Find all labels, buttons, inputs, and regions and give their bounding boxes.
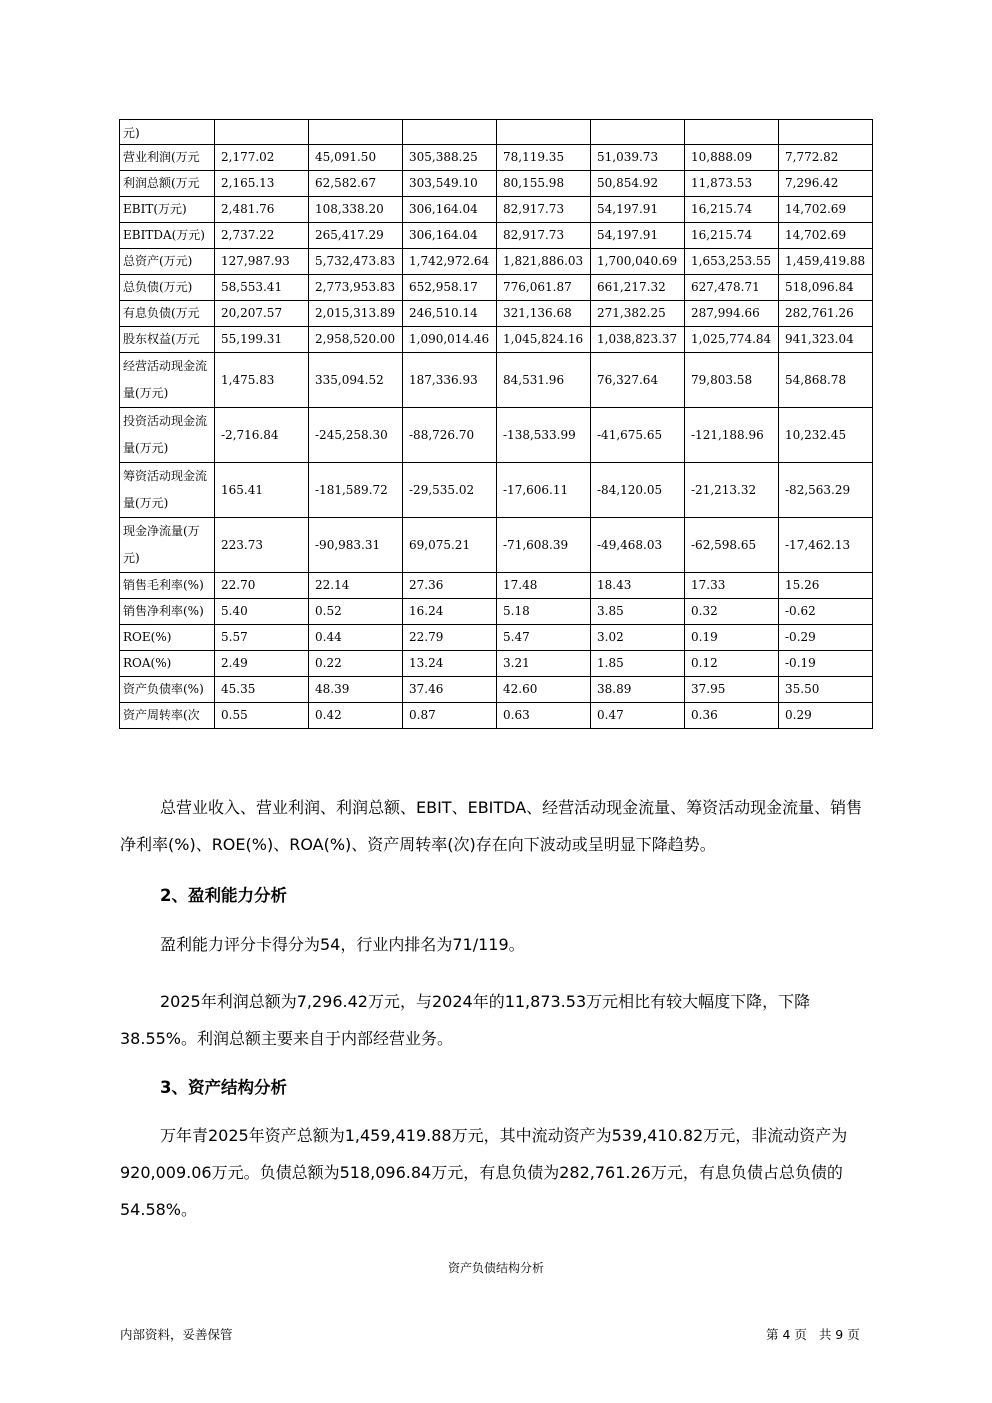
table-cell: 45,091.50	[309, 145, 403, 171]
table-cell: 17.33	[685, 573, 779, 599]
profit-total-text: 2025年利润总额为7,296.42万元，与2024年的11,873.53万元相比有较大幅度下降，下降38.55%。利润总额主要来自于内部经营业务。	[120, 992, 811, 1048]
table-cell: 82,917.73	[497, 223, 591, 249]
table-cell: 0.87	[403, 703, 497, 729]
table-row	[120, 625, 873, 651]
table-row	[120, 677, 873, 703]
row-label	[120, 223, 215, 249]
table-cell: -17,606.11	[497, 463, 591, 518]
table-cell: 7,772.82	[779, 145, 873, 171]
table-cell: 48.39	[309, 677, 403, 703]
table-cell: 0.63	[497, 703, 591, 729]
table-cell: 1,090,014.46	[403, 327, 497, 353]
table-cell: 5.57	[215, 625, 309, 651]
row-label-text: 总资产(万元)	[123, 254, 193, 269]
table-cell: 14,702.69	[779, 223, 873, 249]
row-label-text: EBIT(万元)	[123, 202, 187, 217]
table-cell: 11,873.53	[685, 171, 779, 197]
table-row	[120, 327, 873, 353]
table-cell: 27.36	[403, 573, 497, 599]
table-cell: -82,563.29	[779, 463, 873, 518]
table-cell: 69,075.21	[403, 518, 497, 573]
table-cell: 76,327.64	[591, 353, 685, 408]
table-cell: -84,120.05	[591, 463, 685, 518]
table-cell: 1,700,040.69	[591, 249, 685, 275]
table-row	[120, 353, 873, 408]
table-cell: 3.02	[591, 625, 685, 651]
table-cell: 282,761.26	[779, 301, 873, 327]
table-cell: -62,598.65	[685, 518, 779, 573]
row-label	[120, 249, 215, 275]
table-cell: 22.14	[309, 573, 403, 599]
table-cell: 2,958,520.00	[309, 327, 403, 353]
table-cell: 5.18	[497, 599, 591, 625]
table-cell: 16,215.74	[685, 223, 779, 249]
table-cell	[685, 120, 779, 145]
table-cell: 2,737.22	[215, 223, 309, 249]
table-cell: 0.52	[309, 599, 403, 625]
table-cell: 1,038,823.37	[591, 327, 685, 353]
table-cell: -49,468.03	[591, 518, 685, 573]
row-label-text: 有息负债(万元	[123, 306, 200, 321]
table-cell: 55,199.31	[215, 327, 309, 353]
table-cell: 2,481.76	[215, 197, 309, 223]
table-cell: 518,096.84	[779, 275, 873, 301]
table-cell: 0.22	[309, 651, 403, 677]
table-cell: 54,868.78	[779, 353, 873, 408]
table-cell: 2.49	[215, 651, 309, 677]
table-row	[120, 120, 873, 145]
row-label	[120, 651, 215, 677]
footer-page-number: 第 4 页 共 9 页	[766, 1327, 860, 1342]
table-row	[120, 651, 873, 677]
table-cell: 305,388.25	[403, 145, 497, 171]
table-cell: -29,535.02	[403, 463, 497, 518]
table-cell: 246,510.14	[403, 301, 497, 327]
table-cell	[591, 120, 685, 145]
table-cell: 54,197.91	[591, 197, 685, 223]
table-cell: 13.24	[403, 651, 497, 677]
table-cell: 321,136.68	[497, 301, 591, 327]
table-cell: 42.60	[497, 677, 591, 703]
row-label-text: 现金净流量(万元)	[123, 524, 200, 565]
row-label	[120, 408, 215, 463]
table-cell: -90,983.31	[309, 518, 403, 573]
table-cell: 306,164.04	[403, 223, 497, 249]
table-cell	[403, 120, 497, 145]
row-label	[120, 327, 215, 353]
row-label-text: ROE(%)	[123, 630, 172, 645]
table-row	[120, 408, 873, 463]
table-cell: 0.42	[309, 703, 403, 729]
table-cell: 35.50	[779, 677, 873, 703]
table-row	[120, 275, 873, 301]
table-cell: 306,164.04	[403, 197, 497, 223]
table-row	[120, 463, 873, 518]
table-cell: -245,258.30	[309, 408, 403, 463]
table-cell: 303,549.10	[403, 171, 497, 197]
table-cell: -17,462.13	[779, 518, 873, 573]
table-cell: 37.46	[403, 677, 497, 703]
table-cell: 2,773,953.83	[309, 275, 403, 301]
table-cell: -41,675.65	[591, 408, 685, 463]
table-row	[120, 573, 873, 599]
table-cell: 10,888.09	[685, 145, 779, 171]
table-cell: 287,994.66	[685, 301, 779, 327]
table-cell: 22.79	[403, 625, 497, 651]
table-cell: 1,742,972.64	[403, 249, 497, 275]
row-label-text: 利润总额(万元	[123, 176, 200, 191]
row-label-text: 营业利润(万元	[123, 150, 200, 165]
table-cell: 54,197.91	[591, 223, 685, 249]
table-cell: 627,478.71	[685, 275, 779, 301]
row-label-text: 筹资活动现金流量(万元)	[123, 469, 208, 510]
table-row	[120, 301, 873, 327]
table-cell: 0.32	[685, 599, 779, 625]
table-cell: 271,382.25	[591, 301, 685, 327]
table-cell: 7,296.42	[779, 171, 873, 197]
table-row	[120, 249, 873, 275]
row-label-text: 总负债(万元)	[123, 280, 193, 295]
trend-summary: 总营业收入、营业利润、利润总额、EBIT、EBITDA、经营活动现金流量、筹资活动现金流量、销售净利率(%)、ROE(%)、ROA(%)、资产周转率(次)存在向下波动或呈明显下降趋势。	[120, 798, 863, 854]
row-label	[120, 573, 215, 599]
table-cell: 14,702.69	[779, 197, 873, 223]
table-cell: 187,336.93	[403, 353, 497, 408]
profitability-score-text: 盈利能力评分卡得分为54，行业内排名为71/119。	[160, 935, 525, 954]
table-cell: 37.95	[685, 677, 779, 703]
row-label	[120, 518, 215, 573]
table-cell: 165.41	[215, 463, 309, 518]
row-label	[120, 145, 215, 171]
table-cell: 335,094.52	[309, 353, 403, 408]
table-cell: 5.47	[497, 625, 591, 651]
row-label	[120, 275, 215, 301]
table-cell	[215, 120, 309, 145]
table-row	[120, 599, 873, 625]
row-label-text: 经营活动现金流量(万元)	[123, 359, 208, 400]
table-cell: 84,531.96	[497, 353, 591, 408]
row-label-text: 销售毛利率(%)	[123, 578, 204, 593]
section-2-heading: 2、盈利能力分析	[160, 886, 287, 905]
table-row	[120, 223, 873, 249]
table-cell: 15.26	[779, 573, 873, 599]
financial-table	[119, 119, 873, 729]
table-cell: 18.43	[591, 573, 685, 599]
table-cell	[779, 120, 873, 145]
table-cell: 1,459,419.88	[779, 249, 873, 275]
table-cell: 0.36	[685, 703, 779, 729]
row-label-text: ROA(%)	[123, 656, 172, 671]
table-cell: 50,854.92	[591, 171, 685, 197]
table-cell: 0.44	[309, 625, 403, 651]
row-label	[120, 197, 215, 223]
table-cell: 2,015,313.89	[309, 301, 403, 327]
row-label	[120, 463, 215, 518]
table-cell: 0.12	[685, 651, 779, 677]
table-cell: 127,987.93	[215, 249, 309, 275]
row-label-text: 元)	[123, 125, 140, 140]
table-cell: 80,155.98	[497, 171, 591, 197]
section-3-heading: 3、资产结构分析	[160, 1078, 287, 1097]
row-label-text: 投资活动现金流量(万元)	[123, 414, 208, 455]
table-cell	[309, 120, 403, 145]
table-cell: 0.29	[779, 703, 873, 729]
table-cell: 2,177.02	[215, 145, 309, 171]
row-label-text: 销售净利率(%)	[123, 604, 204, 619]
row-label	[120, 599, 215, 625]
table-cell: 58,553.41	[215, 275, 309, 301]
table-cell: 17.48	[497, 573, 591, 599]
table-cell: 776,061.87	[497, 275, 591, 301]
table-cell: 51,039.73	[591, 145, 685, 171]
row-label	[120, 703, 215, 729]
table-cell: 82,917.73	[497, 197, 591, 223]
table-cell: 62,582.67	[309, 171, 403, 197]
table-cell: 5,732,473.83	[309, 249, 403, 275]
table-cell: -0.62	[779, 599, 873, 625]
table-cell: 941,323.04	[779, 327, 873, 353]
table-cell: 3.85	[591, 599, 685, 625]
row-label-text: 资产周转率(次	[123, 708, 200, 723]
table-row	[120, 171, 873, 197]
table-cell: -21,213.32	[685, 463, 779, 518]
row-label	[120, 171, 215, 197]
table-cell: -71,608.39	[497, 518, 591, 573]
table-cell: 265,417.29	[309, 223, 403, 249]
table-cell: 10,232.45	[779, 408, 873, 463]
row-label-text: EBITDA(万元)	[123, 228, 205, 243]
table-cell: -121,188.96	[685, 408, 779, 463]
table-cell: 0.55	[215, 703, 309, 729]
table-row	[120, 145, 873, 171]
row-label-text: 资产负债率(%)	[123, 682, 204, 697]
table-row	[120, 518, 873, 573]
table-row	[120, 197, 873, 223]
table-cell: 79,803.58	[685, 353, 779, 408]
table-row	[120, 703, 873, 729]
row-label	[120, 353, 215, 408]
table-cell: 0.47	[591, 703, 685, 729]
table-cell: 22.70	[215, 573, 309, 599]
table-cell: 1,045,824.16	[497, 327, 591, 353]
table-cell: 1,025,774.84	[685, 327, 779, 353]
table-cell: 45.35	[215, 677, 309, 703]
table-cell: 78,119.35	[497, 145, 591, 171]
table-cell: 20,207.57	[215, 301, 309, 327]
table-cell: 1.85	[591, 651, 685, 677]
row-label-text: 股东权益(万元	[123, 332, 200, 347]
table-cell: 223.73	[215, 518, 309, 573]
table-cell: 652,958.17	[403, 275, 497, 301]
table-cell: -2,716.84	[215, 408, 309, 463]
table-cell: -138,533.99	[497, 408, 591, 463]
asset-structure-text: 万年青2025年资产总额为1,459,419.88万元，其中流动资产为539,410.82万元，非流动资产为920,009.06万元。负债总额为518,096.84万元，有息负债为282,761.26万元，有息负债占总负债的54.58%。	[120, 1126, 848, 1219]
chart-caption: 资产负债结构分析	[447, 1261, 544, 1275]
table-cell: 5.40	[215, 599, 309, 625]
row-label	[120, 301, 215, 327]
table-cell: 16,215.74	[685, 197, 779, 223]
table-cell: 1,821,886.03	[497, 249, 591, 275]
table-cell: -0.29	[779, 625, 873, 651]
table-cell: 3.21	[497, 651, 591, 677]
table-cell: -0.19	[779, 651, 873, 677]
table-cell: 108,338.20	[309, 197, 403, 223]
table-cell: -181,589.72	[309, 463, 403, 518]
table-cell: 2,165.13	[215, 171, 309, 197]
table-cell: 661,217.32	[591, 275, 685, 301]
table-cell: 0.19	[685, 625, 779, 651]
row-label	[120, 625, 215, 651]
table-cell: -88,726.70	[403, 408, 497, 463]
table-cell	[497, 120, 591, 145]
table-cell: 1,653,253.55	[685, 249, 779, 275]
row-label	[120, 677, 215, 703]
row-label	[120, 120, 215, 145]
table-cell: 16.24	[403, 599, 497, 625]
table-cell: 1,475.83	[215, 353, 309, 408]
footer-confidential: 内部资料，妥善保管	[120, 1327, 233, 1342]
table-cell: 38.89	[591, 677, 685, 703]
